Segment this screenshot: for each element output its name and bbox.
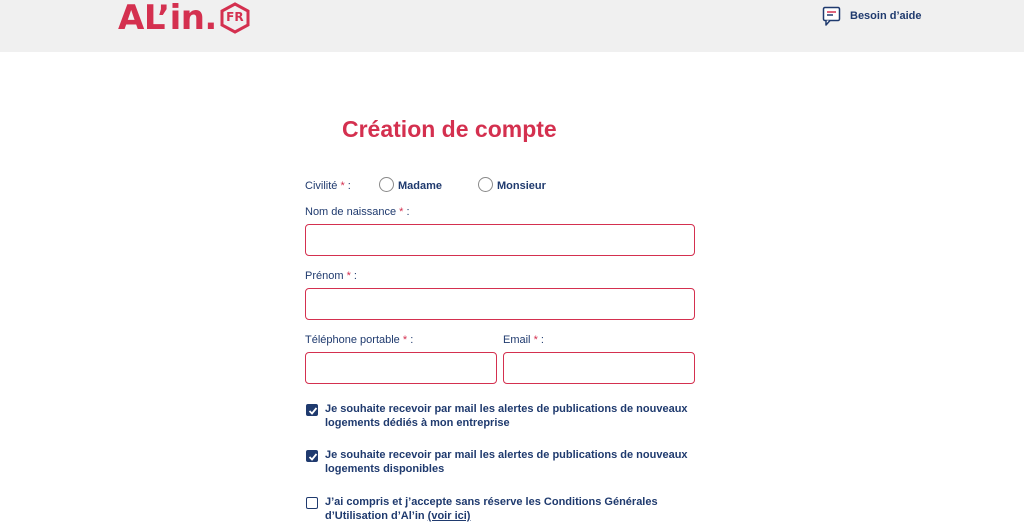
nom-label-text: Nom de naissance: [305, 206, 397, 218]
telephone-input[interactable]: [305, 352, 497, 384]
checkbox-cgu[interactable]: [306, 497, 318, 509]
check-icon: [308, 452, 318, 462]
email-input[interactable]: [503, 352, 695, 384]
radio-madame-label[interactable]: Madame: [398, 180, 443, 192]
required-asterisk: *: [533, 334, 538, 346]
email-label-text: Email: [503, 334, 531, 346]
top-header: [0, 0, 1024, 52]
civility-label-text: Civilité: [305, 180, 338, 192]
check-icon: [308, 406, 318, 416]
nom-input[interactable]: [305, 224, 695, 256]
nom-label: Nom de naissance * :: [305, 206, 410, 218]
cgu-text: J’ai compris et j’accepte sans réserve les Conditions Générales d’Utilisation d’Al’in: [325, 496, 658, 522]
checkbox-alerts-disponibles[interactable]: [306, 450, 318, 462]
radio-madame[interactable]: [379, 177, 394, 192]
radio-monsieur-label[interactable]: Monsieur: [497, 180, 546, 192]
civility-label: Civilité * :: [305, 180, 351, 192]
logo-text: AL’in.: [118, 0, 217, 38]
prenom-label-text: Prénom: [305, 270, 344, 282]
telephone-label-text: Téléphone portable: [305, 334, 400, 346]
required-asterisk: *: [402, 334, 408, 346]
help-link[interactable]: [822, 6, 922, 26]
fr-badge-icon: [219, 2, 251, 34]
checkbox-alerts-disponibles-label: Je souhaite recevoir par mail les alertes de publications de nouveaux logements disponibles: [325, 449, 688, 475]
required-asterisk: *: [399, 206, 404, 218]
help-chat-icon: [822, 6, 842, 26]
required-asterisk: *: [340, 180, 345, 192]
checkbox-alerts-entreprise-label: Je souhaite recevoir par mail les alertes de publications de nouveaux logements dédiés à mon entreprise: [325, 403, 688, 429]
page-title: Création de compte: [342, 116, 557, 142]
help-label: Besoin d’aide: [850, 10, 922, 22]
checkbox-cgu-label: [325, 495, 705, 523]
required-asterisk: *: [346, 270, 351, 282]
radio-monsieur[interactable]: [478, 177, 493, 192]
prenom-label: Prénom * :: [305, 270, 357, 282]
alin-logo[interactable]: [118, 0, 251, 38]
logo-badge-text: FR: [226, 10, 244, 24]
prenom-input[interactable]: [305, 288, 695, 320]
telephone-label: Téléphone portable * :: [305, 334, 414, 346]
email-label: Email * :: [503, 334, 544, 346]
cgu-link[interactable]: (voir ici): [427, 510, 471, 522]
checkbox-alerts-entreprise[interactable]: [306, 404, 318, 416]
